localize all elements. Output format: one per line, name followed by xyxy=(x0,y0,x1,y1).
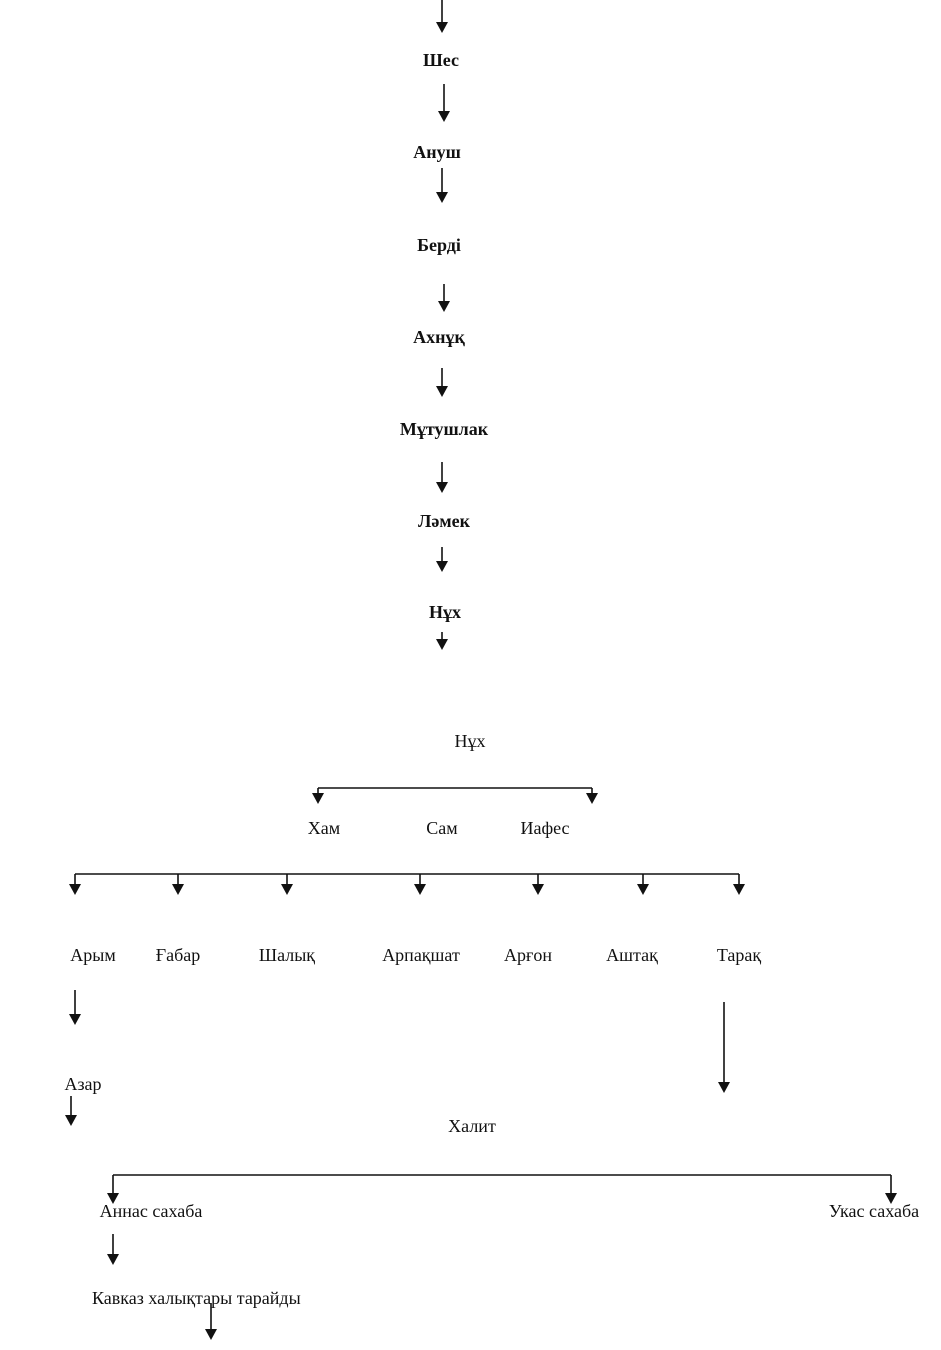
node-argon: Арғон xyxy=(503,945,553,965)
node-caucasus-peoples: Кавказ халықтары тарайды xyxy=(92,1288,301,1308)
node-anush: Ануш xyxy=(413,142,461,162)
node-ukas-sakhaba: Укас сахаба xyxy=(828,1201,920,1221)
arrowhead-3 xyxy=(438,111,450,122)
node-shalyk: Шалық xyxy=(258,945,316,965)
node-ashtak: Аштақ xyxy=(606,945,658,965)
node-sam: Сам xyxy=(426,818,458,838)
arrowhead-33 xyxy=(637,884,649,895)
arrowhead-20 xyxy=(586,793,598,804)
arrowhead-27 xyxy=(281,884,293,895)
arrowhead-23 xyxy=(69,884,81,895)
node-arym: Арым xyxy=(70,945,116,965)
arrowhead-7 xyxy=(438,301,450,312)
arrowhead-9 xyxy=(436,386,448,397)
arrowhead-31 xyxy=(532,884,544,895)
node-lamek: Ләмек xyxy=(417,511,471,531)
node-annas-sakhaba: Аннас сахаба xyxy=(99,1201,203,1221)
node-mutushlak: Мұтушлак xyxy=(399,419,489,439)
node-nukh-chain: Нұх xyxy=(428,602,462,622)
node-gabar: Ғабар xyxy=(155,945,201,965)
node-kham: Хам xyxy=(307,818,341,838)
node-akhnuk: Ахнұқ xyxy=(413,327,465,347)
arrowhead-1 xyxy=(436,22,448,33)
node-arpakshat: Арпақшат xyxy=(382,945,460,965)
node-iafes: Иафес xyxy=(520,818,570,838)
node-berdi: Берді xyxy=(417,235,461,255)
arrowhead-35 xyxy=(733,884,745,895)
arrowhead-41 xyxy=(718,1082,730,1093)
arrowhead-5 xyxy=(436,192,448,203)
arrowhead-39 xyxy=(65,1115,77,1126)
arrowhead-50 xyxy=(205,1329,217,1340)
arrowhead-29 xyxy=(414,884,426,895)
arrowhead-18 xyxy=(312,793,324,804)
arrowhead-37 xyxy=(69,1014,81,1025)
node-tarak: Тарақ xyxy=(716,945,762,965)
node-shes: Шес xyxy=(423,50,459,70)
node-khalit: Халит xyxy=(448,1116,496,1136)
arrowhead-11 xyxy=(436,482,448,493)
node-nukh-root: Нұх xyxy=(454,731,486,751)
arrowhead-13 xyxy=(436,561,448,572)
node-azar: Азар xyxy=(64,1074,102,1094)
arrowhead-48 xyxy=(107,1254,119,1265)
arrowhead-25 xyxy=(172,884,184,895)
arrowhead-15 xyxy=(436,639,448,650)
